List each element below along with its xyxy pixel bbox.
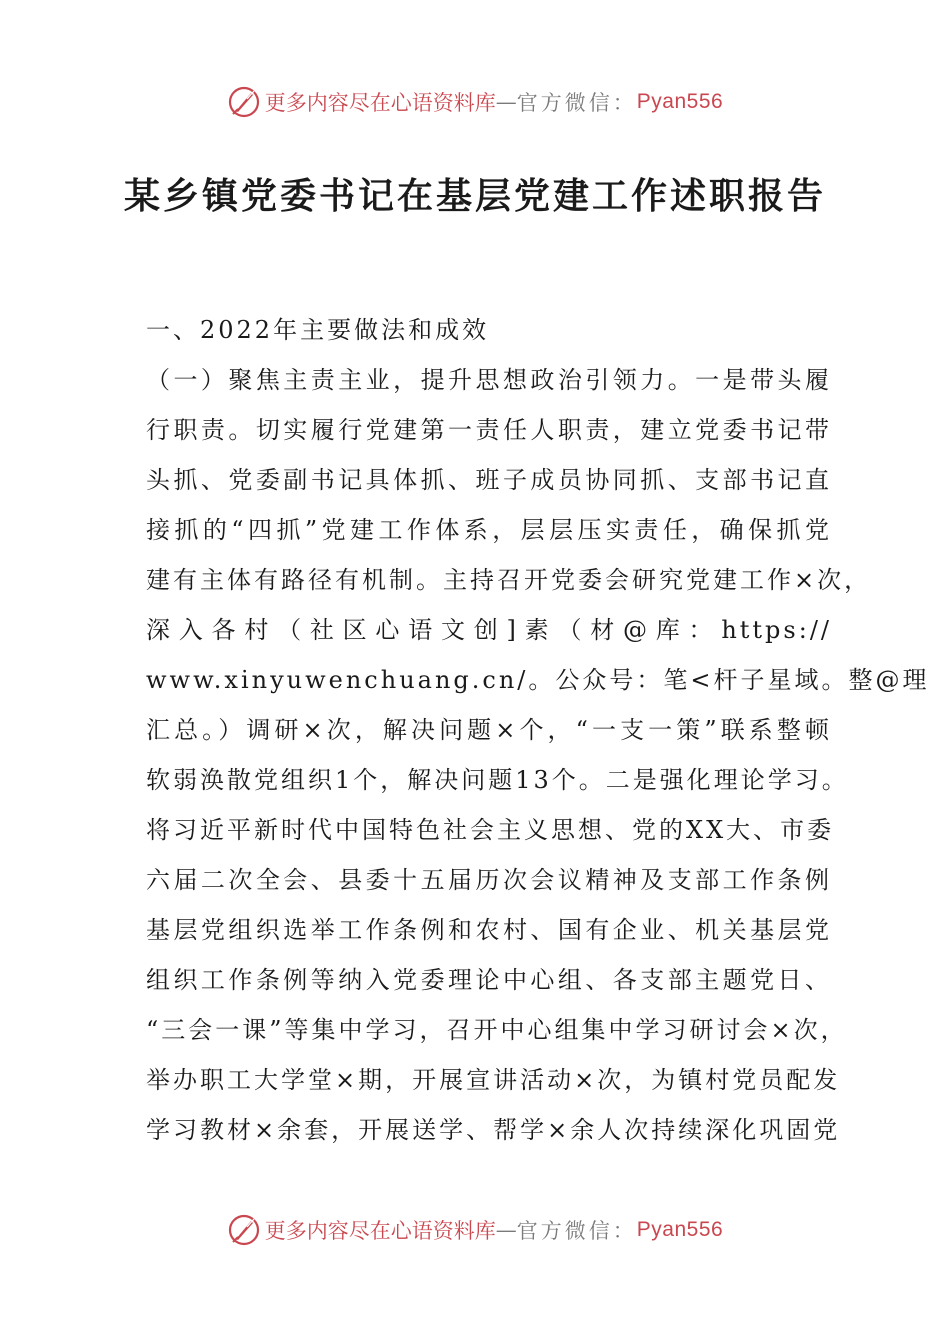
paragraph-line: 建有主体有路径有机制。主持召开党委会研究党建工作×次， xyxy=(146,566,872,594)
paragraph-line: 基层党组织选举工作条例和农村、国有企业、机关基层党 xyxy=(146,916,832,944)
paragraph-line: 软弱涣散党组织1个，解决问题13个。二是强化理论学习。 xyxy=(146,766,849,794)
banner-dash: — xyxy=(495,1218,517,1242)
paragraph-line: 将习近平新时代中国特色社会主义思想、党的XX大、市委 xyxy=(146,816,835,844)
paragraph-line: （一）聚焦主责主业，提升思想政治引领力。一是带头履 xyxy=(146,366,832,394)
paragraph-line: 头抓、党委副书记具体抓、班子成员协同抓、支部书记直 xyxy=(146,466,832,494)
banner-dash: — xyxy=(495,90,517,114)
paragraph-line: 汇总。）调研×次，解决问题×个，“一支一策”联系整顿 xyxy=(146,716,832,744)
paragraph-line: “三会一课”等集中学习，召开中心组集中学习研讨会×次， xyxy=(146,1016,848,1044)
banner-site-text: 更多内容尽在心语资料库 xyxy=(264,1219,496,1243)
banner-wechat-label: 官方微信： xyxy=(516,1219,637,1243)
banner-wechat-label: 官方微信： xyxy=(516,91,637,115)
paragraph-line: www.xinyuwenchuang.cn/。公众号：笔<杆子星域。整@理 xyxy=(146,666,930,694)
document-body xyxy=(146,305,930,1155)
paragraph-line: 接抓的“四抓”党建工作体系，层层压实责任，确保抓党 xyxy=(146,516,832,544)
footer-banner xyxy=(0,1208,950,1252)
document-title: 某乡镇党委书记在基层党建工作述职报告 xyxy=(123,175,826,217)
quill-pen-logo-icon xyxy=(227,85,261,119)
banner-wechat-id: Pyan556 xyxy=(636,90,724,113)
section-heading: 一、2022年主要做法和成效 xyxy=(146,316,490,344)
paragraph-line: 行职责。切实履行党建第一责任人职责，建立党委书记带 xyxy=(146,416,832,444)
banner-site-text: 更多内容尽在心语资料库 xyxy=(264,91,496,115)
banner-wechat-id: Pyan556 xyxy=(636,1218,724,1241)
paragraph-line: 深入各村（社区心语文创]素（材@库：https:// xyxy=(146,616,832,644)
header-banner xyxy=(0,80,950,124)
paragraph-line: 组织工作条例等纳入党委理论中心组、各支部主题党日、 xyxy=(146,966,832,994)
paragraph-line: 举办职工大学堂×期，开展宣讲活动×次，为镇村党员配发 xyxy=(146,1066,841,1094)
quill-pen-logo-icon xyxy=(227,1213,261,1247)
paragraph-line: 学习教材×余套，开展送学、帮学×余人次持续深化巩固党 xyxy=(146,1116,841,1144)
paragraph-line: 六届二次全会、县委十五届历次会议精神及支部工作条例 xyxy=(146,866,832,894)
